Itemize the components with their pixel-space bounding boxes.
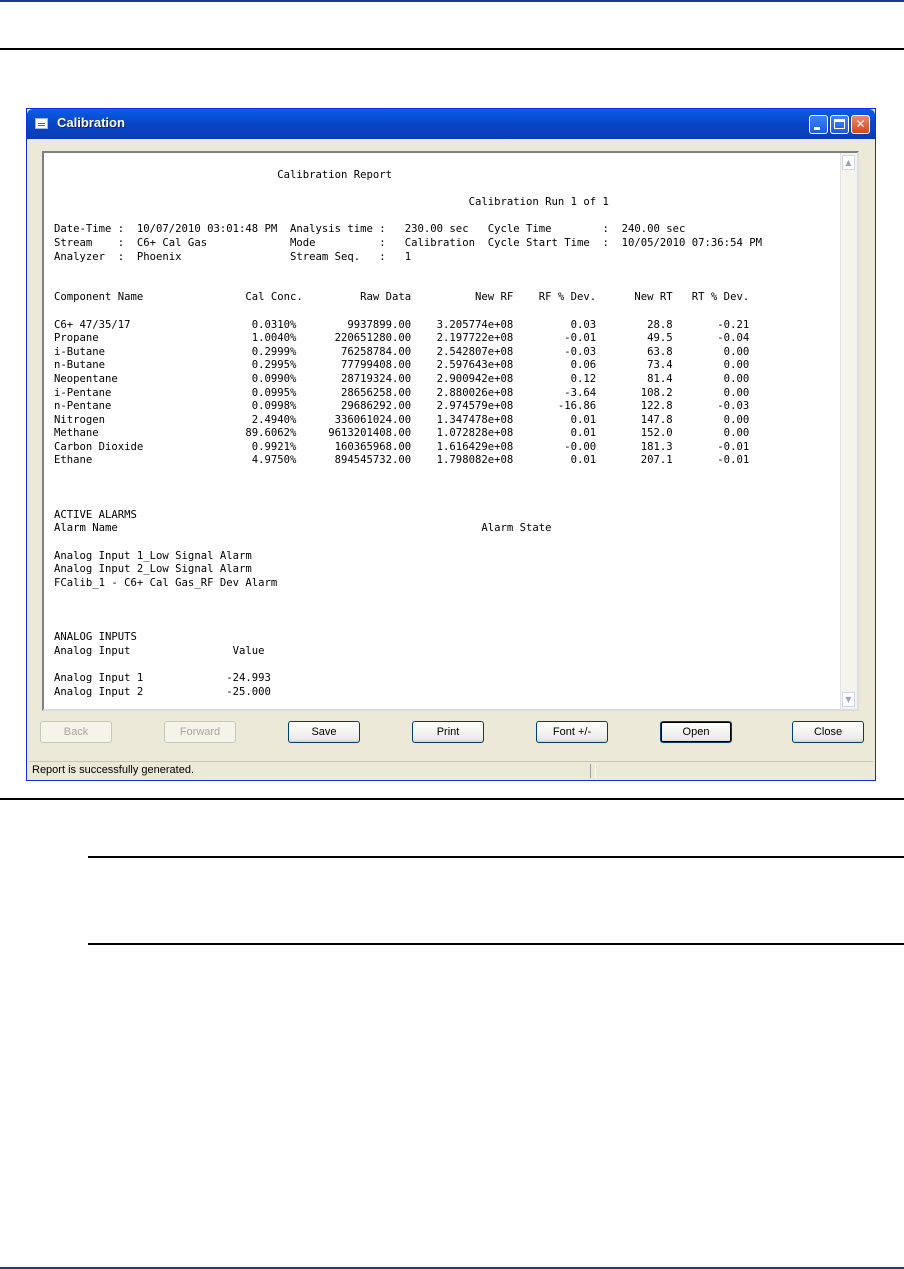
report-line: [54, 590, 839, 604]
note-bottom-rule: [88, 943, 904, 945]
report-line: [54, 264, 839, 278]
report-line: Analog Input 1 -24.993: [54, 671, 271, 684]
title-bar[interactable]: [27, 109, 875, 139]
report-line: Analog Input 2_Low Signal Alarm: [54, 563, 252, 576]
top-border-line: [0, 0, 904, 2]
report-line: ACTIVE ALARMS: [54, 508, 137, 521]
report-line: Nitrogen 2.4940% 336061024.00 1.347478e+08 0.01 147.8 0.00: [54, 413, 750, 426]
report-line: [54, 210, 839, 224]
forward-button[interactable]: Forward: [164, 721, 236, 743]
save-button[interactable]: Save: [288, 721, 360, 743]
close-window-button[interactable]: [851, 115, 870, 134]
report-line: [54, 305, 839, 319]
window-icon: [35, 118, 48, 129]
report-line: [54, 482, 839, 496]
scroll-down-icon[interactable]: ▼: [842, 692, 855, 707]
print-button[interactable]: Print: [412, 721, 484, 743]
report-line: Carbon Dioxide 0.9921% 160365968.00 1.616429e+08 -0.00 181.3 -0.01: [54, 440, 750, 453]
scroll-up-icon[interactable]: ▲: [842, 155, 855, 170]
report-view[interactable]: [42, 151, 859, 711]
report-line: ANALOG INPUTS: [54, 631, 137, 644]
font-size-button[interactable]: Font +/-: [536, 721, 608, 743]
vertical-scrollbar[interactable]: [840, 153, 857, 709]
note-top-rule: [88, 856, 904, 858]
report-line: [54, 658, 839, 672]
report-line: Component Name Cal Conc. Raw Data New RF RF % Dev. New RT RT % Dev.: [54, 291, 750, 304]
report-line: Ethane 4.9750% 894545732.00 1.798082e+08 0.01 207.1 -0.01: [54, 454, 750, 467]
report-line: n-Pentane 0.0998% 29686292.00 2.974579e+08 -16.86 122.8 -0.03: [54, 400, 750, 413]
report-line: C6+ 47/35/17 0.0310% 9937899.00 3.205774e+08 0.03 28.8 -0.21: [54, 318, 750, 331]
report-line: n-Butane 0.2995% 77799408.00 2.597643e+08 0.06 73.4 0.00: [54, 359, 750, 372]
report-line: [54, 604, 839, 618]
status-message: Report is successfully generated.: [32, 764, 591, 778]
report-line: Methane 89.6062% 9613201408.00 1.072828e+08 0.01 152.0 0.00: [54, 427, 750, 440]
calibration-window: [26, 108, 876, 781]
window-title: Calibration: [57, 115, 125, 130]
report-line: Calibration Report: [54, 169, 393, 181]
report-line: [54, 536, 839, 550]
report-line: [54, 183, 839, 197]
back-button[interactable]: Back: [40, 721, 112, 743]
report-line: [54, 468, 839, 482]
report-line: [54, 618, 839, 632]
report-line: Propane 1.0040% 220651280.00 2.197722e+08 -0.01 49.5 -0.04: [54, 332, 750, 345]
figure-bottom-rule: [0, 798, 904, 800]
report-line: Analog Input 2 -25.000: [54, 685, 271, 698]
report-text: [54, 169, 839, 699]
report-line: FCalib_1 - C6+ Cal Gas_RF Dev Alarm: [54, 576, 278, 589]
report-line: Alarm Name Alarm State: [54, 522, 552, 535]
status-bar: [29, 761, 873, 780]
report-line: Stream : C6+ Cal Gas Mode : Calibration Cycle Start Time : 10/05/2010 07:36:54 PM: [54, 236, 762, 249]
maximize-button[interactable]: [830, 115, 849, 134]
close-icon: ✕: [855, 117, 866, 131]
report-line: Analog Input 1_Low Signal Alarm: [54, 549, 252, 562]
open-button[interactable]: Open: [660, 721, 732, 743]
minimize-icon: [814, 127, 820, 130]
maximize-icon: [834, 119, 845, 129]
close-button[interactable]: Close: [792, 721, 864, 743]
report-line: Calibration Run 1 of 1: [54, 196, 609, 209]
header-rule: [0, 48, 904, 50]
report-line: [54, 278, 839, 292]
report-line: i-Pentane 0.0995% 28656258.00 2.880026e+08 -3.64 108.2 0.00: [54, 386, 750, 399]
status-secondary: [595, 764, 866, 778]
minimize-button[interactable]: [809, 115, 828, 134]
report-line: i-Butane 0.2999% 76258784.00 2.542807e+08 -0.03 63.8 0.00: [54, 345, 750, 358]
report-line: Analog Input Value: [54, 644, 265, 657]
report-line: Date-Time : 10/07/2010 03:01:48 PM Analysis time : 230.00 sec Cycle Time : 240.00 sec: [54, 223, 686, 236]
report-line: [54, 495, 839, 509]
report-line: Neopentane 0.0990% 28719324.00 2.900942e+08 0.12 81.4 0.00: [54, 372, 750, 385]
report-line: Analyzer : Phoenix Stream Seq. : 1: [54, 250, 412, 263]
